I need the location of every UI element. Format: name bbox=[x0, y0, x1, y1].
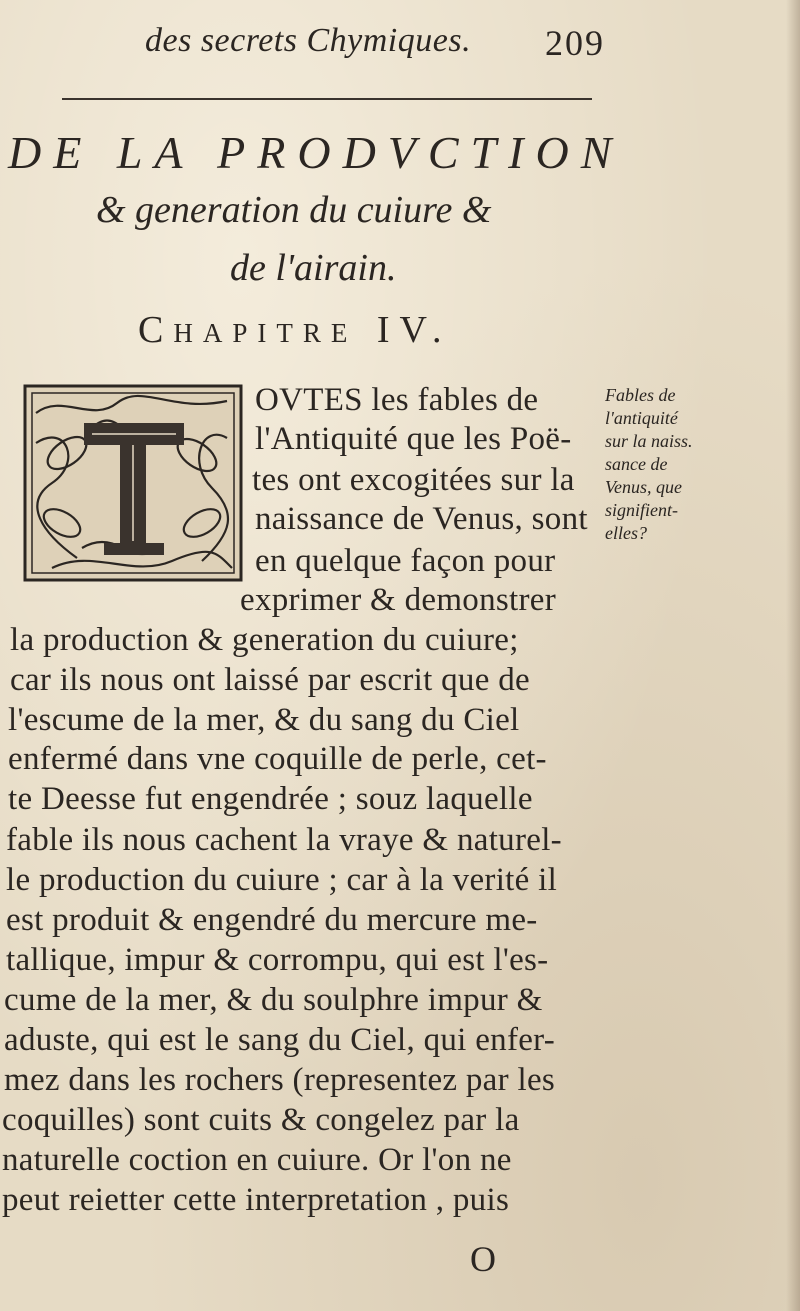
body-line-2: l'Antiquité que les Poë- bbox=[255, 421, 572, 457]
running-head: des secrets Chymiques. bbox=[145, 22, 472, 59]
marginal-note-line: l'antiquité bbox=[605, 408, 678, 428]
body-line-20: naturelle coction en cuiure. Or l'on ne bbox=[2, 1142, 512, 1178]
body-line-4: naissance de Venus, sont bbox=[255, 501, 588, 537]
body-line-10: enfermé dans vne coquille de perle, cet- bbox=[8, 741, 547, 777]
body-line-13: le production du cuiure ; car à la verité il bbox=[6, 862, 558, 898]
signature-mark: O bbox=[470, 1239, 496, 1279]
decorated-initial-icon bbox=[22, 383, 244, 583]
marginal-note-line: sur la naiss. bbox=[605, 431, 693, 451]
header-rule bbox=[62, 98, 592, 100]
marginal-note bbox=[605, 384, 755, 545]
marginal-note-line: Venus, que bbox=[605, 477, 682, 497]
ornament-initial-svg bbox=[22, 383, 244, 583]
body-line-1: OVTES les fables de bbox=[255, 382, 539, 418]
marginal-note-line: signifient- bbox=[605, 500, 678, 520]
chapter-number: Chapitre IV. bbox=[138, 309, 452, 351]
page-gutter-shadow bbox=[786, 0, 800, 1311]
body-line-16: cume de la mer, & du soulphre impur & bbox=[4, 982, 543, 1018]
body-line-11: te Deesse fut engendrée ; souz laquelle bbox=[8, 781, 533, 817]
body-line-15: tallique, impur & corrompu, qui est l'es- bbox=[6, 942, 549, 978]
page-number: 209 bbox=[545, 23, 605, 63]
marginal-note-line: sance de bbox=[605, 454, 668, 474]
body-line-17: aduste, qui est le sang du Ciel, qui enfer- bbox=[4, 1022, 556, 1058]
body-line-19: coquilles) sont cuits & congelez par la bbox=[2, 1102, 520, 1138]
body-line-12: fable ils nous cachent la vraye & naturel- bbox=[6, 822, 562, 858]
body-line-18: mez dans les rochers (representez par les bbox=[4, 1062, 556, 1098]
marginal-note-line: Fables de bbox=[605, 385, 676, 405]
body-line-3: tes ont excogitées sur la bbox=[252, 462, 575, 498]
body-line-9: l'escume de la mer, & du sang du Ciel bbox=[8, 702, 520, 738]
body-line-7: la production & generation du cuiure; bbox=[10, 622, 519, 658]
body-line-6: exprimer & demonstrer bbox=[240, 582, 557, 618]
chapter-title-line-1: DE LA PRODVCTION bbox=[8, 127, 624, 178]
body-line-21: peut reietter cette interpretation , puis bbox=[2, 1182, 510, 1218]
marginal-note-line: elles? bbox=[605, 523, 647, 543]
body-line-5: en quelque façon pour bbox=[255, 543, 556, 579]
body-line-8: car ils nous ont laissé par escrit que de bbox=[10, 662, 530, 698]
body-line-14: est produit & engendré du mercure me- bbox=[6, 902, 538, 938]
chapter-title-line-2: & generation du cuiure & bbox=[96, 189, 492, 231]
chapter-title-line-3: de l'airain. bbox=[230, 247, 397, 289]
